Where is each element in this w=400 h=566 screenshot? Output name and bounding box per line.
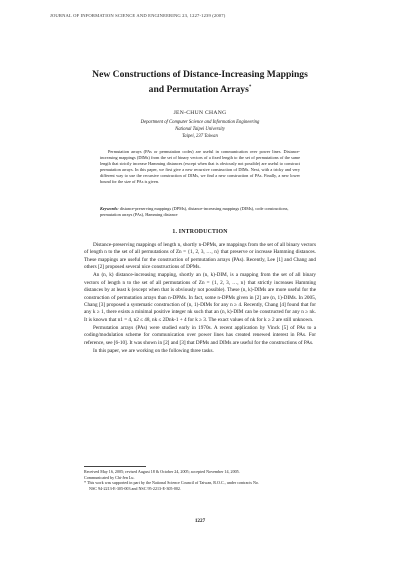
body-paragraph-3: Permutation arrays (PAs) were studied early in 1970s. A recent application by Vinck [5] of PAs to a coding/modulation scheme for communication over power lines has created renewed interest in PAs. For reference, see [6-10]. It was shown in [2] and [3] that DPMs and DIMs are useful for the constructions of PAs. (84, 325, 316, 346)
body-text (84, 242, 316, 356)
footnote-support-line-2: NSC 94-2213-E-305-003 and NSC 95-2213-E-305-002. (89, 485, 181, 491)
author-name: JEN-CHUN CHANG (173, 110, 227, 116)
title-line-1: New Constructions of Distance-Increasing Mappings (92, 69, 308, 80)
affiliation-department: Department of Computer Science and Information Engineering (140, 120, 260, 125)
footnote-received: Received May 16, 2005; revised August 18 & October 24, 2005; accepted November 14, 2005. (84, 469, 240, 474)
page-number: 1227 (194, 518, 206, 524)
keywords-text: distance-preserving mappings (DPMs), distance-increasing mappings (DIMs), code constructions, permutation arrays (PAs), Hamming distance (100, 206, 289, 218)
title-line-2 (0, 81, 400, 96)
keywords-label: Keywords: (100, 206, 119, 211)
affiliation-university: National Taipei University (175, 127, 225, 132)
keywords (100, 206, 300, 218)
abstract (100, 149, 300, 186)
footnotes (84, 469, 316, 491)
footnote-communicated: Communicated by Chi-Jen Lu. (84, 474, 135, 480)
body-paragraph-4: In this paper, we are working on the following three tasks. (93, 348, 214, 355)
paper-title (0, 68, 400, 96)
section-heading-introduction: 1. INTRODUCTION (172, 229, 228, 235)
abstract-text: Permutation arrays (PAs or permutation codes) are useful in communication over power lines. Distance-increasing mappings (DIMs) from the set of binary vectors of a fixed length to the set of permutations of the same length that strictly increase Hamming distances (except when that is obviously not possible) are useful to construct permutation arrays. In this paper, we first give a new recursive construction of DIMs. Next, with a tricky and very different way to use the recursive construction of DIMs, we find a new construction of PAs. Finally, a new lower bound for the size of PAs is given. (100, 149, 300, 185)
footnote-support-line-1: * This work was supported in part by the National Science Council of Taiwan, R.O.C., under contracts No. (84, 480, 259, 486)
affiliation-city: Taipei, 237 Taiwan (182, 134, 218, 139)
footnote-divider (84, 466, 146, 467)
body-paragraph-2: An (n, k) distance-increasing mapping, shortly an (n, k)-DIM, is a mapping from the set of all binary vectors of length n to the set of all permutations of Zn = {1, 2, 3, …, n} that strictly increases Hamming distances by at least k (except when that is obviously not possible). These (n, k)-DIMs are more useful for the construction of permutation arrays than n-DPMs. In fact, some n-DPMs given in [2] are (n, 1)-DIMs. In 2005, Chang [3] proposed a systematic construction of (n, 1)-DIMs for any n ≥ 4. Recently, Chang [4] found that for any k ≥ 1, there exists a minimal positive integer nk such that an (n, k)-DIM can be constructed for any n ≥ nk. It is known that n1 = 4, n2 ≤ 48, nk ≤ 2Dnk-1 + 4 for k ≥ 3. The exact values of nk for k ≥ 2 are still unknown. (84, 272, 316, 323)
title-line-2-text: and Permutation Arrays (148, 84, 249, 96)
running-head: JOURNAL OF INFORMATION SCIENCE AND ENGINEERING 23, 1227-1239 (2007) (50, 13, 226, 18)
title-footnote-mark: * (248, 85, 252, 90)
body-paragraph-1: Distance-preserving mappings of length n, shortly n-DPMs, are mappings from the set of all binary vectors of length n to the set of all permutations of Zn = {1, 2, 3, …, n} that preserve or increase Hamming distances. These mappings are useful for the construction of permutation arrays (PAs). Recently, Lee [1] and Chang and others [2] proposed several nice constructions of DPMs. (84, 242, 316, 271)
